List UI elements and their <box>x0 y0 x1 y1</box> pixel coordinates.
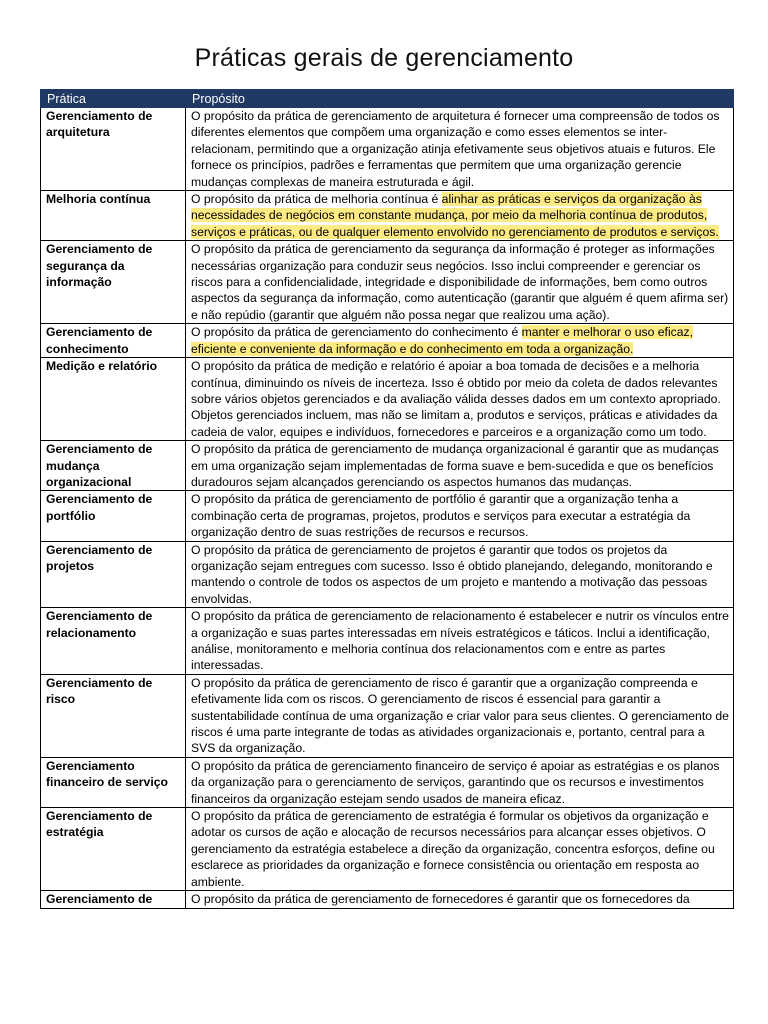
practice-name: Gerenciamento de arquitetura <box>41 108 186 191</box>
table-row <box>41 441 734 491</box>
purpose-text: O propósito da prática de gerenciamento de fornecedores é garantir que os fornecedores da <box>191 892 690 907</box>
table-row <box>41 191 734 241</box>
table-row <box>41 757 734 807</box>
practice-name: Gerenciamento de risco <box>41 674 186 757</box>
table-row <box>41 674 734 757</box>
practice-name: Melhoria contínua <box>41 191 186 241</box>
purpose-text: O propósito da prática de gerenciamento de arquitetura é fornecer uma compreensão de todos os diferentes elementos que compõem uma organização e como esses elementos se inter-relacionam, permitindo que a organização atinja efetivamente seus objetivos atuais e futuros. Ele fornece os princípios, padrões e ferramentas que permitem que uma organização gerencie mudanças complexas de maneira estruturada e ágil. <box>191 109 720 189</box>
table-row <box>41 808 734 891</box>
practice-name: Gerenciamento de mudança organizacional <box>41 441 186 491</box>
table-row <box>41 358 734 441</box>
purpose-highlight: alinhar as práticas e serviços da organização às necessidades de negócios em constante mudança, por meio da melhoria contínua de produtos, serviços e práticas, ou de qualquer elemento envolvido no gerenciamento de produtos e serviços. <box>191 192 719 239</box>
practice-purpose <box>186 757 734 807</box>
table-body <box>41 108 734 909</box>
table-row <box>41 891 734 908</box>
practices-table <box>40 89 734 909</box>
purpose-highlight: manter e melhorar o uso eficaz, eficiente e conveniente da informação e do conhecimento em toda a organização. <box>191 325 694 356</box>
table-header-row <box>41 90 734 108</box>
table-row <box>41 324 734 358</box>
purpose-text: O propósito da prática de gerenciamento de projetos é garantir que todos os projetos da organização sejam entregues com sucesso. Isso é obtido planejando, delegando, monitorando e mantendo o controle de todos os aspectos de um projeto e mantendo a motivação das pessoas envolvidas. <box>191 542 713 606</box>
practice-name: Gerenciamento financeiro de serviço <box>41 757 186 807</box>
table-row <box>41 608 734 675</box>
practice-name: Gerenciamento de <box>41 891 186 908</box>
purpose-text: O propósito da prática de melhoria contínua é <box>191 192 442 207</box>
practice-purpose <box>186 608 734 675</box>
practice-purpose <box>186 491 734 541</box>
purpose-text: O propósito da prática de gerenciamento da segurança da informação é proteger as informações necessárias organização para conduzir seus negócios. Isso inclui compreender e gerenciar os riscos para a confidencialidade, integridade e disponibilidade de informações, bem como outros aspectos da segurança da informação, como autenticação (garantir que alguém é quem afirma ser) e não repúdio (garantir que alguém não possa negar que realizou uma ação). <box>191 242 729 322</box>
table-row <box>41 108 734 191</box>
page-title: Práticas gerais de gerenciamento <box>194 44 574 72</box>
practice-purpose <box>186 108 734 191</box>
practice-name: Gerenciamento de portfólio <box>41 491 186 541</box>
practice-purpose <box>186 891 734 908</box>
practice-purpose <box>186 324 734 358</box>
practice-purpose <box>186 241 734 324</box>
purpose-text: O propósito da prática de gerenciamento de portfólio é garantir que a organização tenha a combinação certa de programas, projetos, produtos e serviços para executar a estratégia da organização dentro de suas restrições de recursos e recursos. <box>191 492 691 540</box>
practice-name: Gerenciamento de projetos <box>41 541 186 608</box>
header-practice: Prática <box>41 90 186 108</box>
table-row <box>41 541 734 608</box>
purpose-text: O propósito da prática de gerenciamento financeiro de serviço é apoiar as estratégias e os planos da organização para o gerenciamento de serviços, garantindo que os recursos e investimentos financeiros da organização estejam sendo usados de maneira eficaz. <box>191 758 720 806</box>
practice-name: Gerenciamento de relacionamento <box>41 608 186 675</box>
table-row <box>41 491 734 541</box>
practice-name: Medição e relatório <box>41 358 186 441</box>
practice-purpose <box>186 191 734 241</box>
purpose-text: O propósito da prática de gerenciamento de estratégia é formular os objetivos da organização e adotar os cursos de ação e alocação de recursos necessários para alcançar esses objetivos. O gerenciamento da estratégia estabelece a direção da organização, concentra esforços, define ou esclarece as prioridades da organização e fornece consistência ou orientação em resposta ao ambiente. <box>191 809 715 889</box>
purpose-text: O propósito da prática de gerenciamento do conhecimento é <box>191 325 522 340</box>
practice-purpose <box>186 441 734 491</box>
purpose-text: O propósito da prática de gerenciamento de mudança organizacional é garantir que as mudanças em uma organização sejam implementadas de forma suave e bem-sucedida e que os benefícios duradouros sejam alcançados gerenciando os aspectos humanos das mudanças. <box>191 442 719 489</box>
purpose-text: O propósito da prática de medição e relatório é apoiar a boa tomada de decisões e a melhoria contínua, diminuindo os níveis de incerteza. Isso é obtido por meio da coleta de dados relevantes sobre vários objetos gerenciados e da avaliação válida desses dados em um contexto apropriado. Objetos gerenciados incluem, mas não se limitam a, produtos e serviços, práticas e atividades da cadeia de valor, equipes e indivíduos, fornecedores e parceiros e a organização como um todo. <box>191 359 721 439</box>
table-row <box>41 241 734 324</box>
practice-purpose <box>186 808 734 891</box>
practice-name: Gerenciamento de conhecimento <box>41 324 186 358</box>
purpose-text: O propósito da prática de gerenciamento de risco é garantir que a organização compreenda e efetivamente lida com os riscos. O gerenciamento de riscos é essencial para garantir a sustentabilidade contínua de uma organização e criar valor para seus clientes. O gerenciamento de riscos é uma parte integrante de todas as atividades organizacionais e, portanto, central para a SVS da organização. <box>191 675 729 756</box>
header-purpose: Propósito <box>186 90 734 108</box>
purpose-text: O propósito da prática de gerenciamento de relacionamento é estabelecer e nutrir os vínculos entre a organização e suas partes interessadas em níveis estratégicos e táticos. Inclui a identificação, análise, monitoramento e melhoria contínua dos relacionamentos com e entre as partes interessadas. <box>191 609 729 673</box>
practice-name: Gerenciamento de estratégia <box>41 808 186 891</box>
practice-purpose <box>186 541 734 608</box>
practice-purpose <box>186 358 734 441</box>
practice-purpose <box>186 674 734 757</box>
practice-name: Gerenciamento de segurança da informação <box>41 241 186 324</box>
